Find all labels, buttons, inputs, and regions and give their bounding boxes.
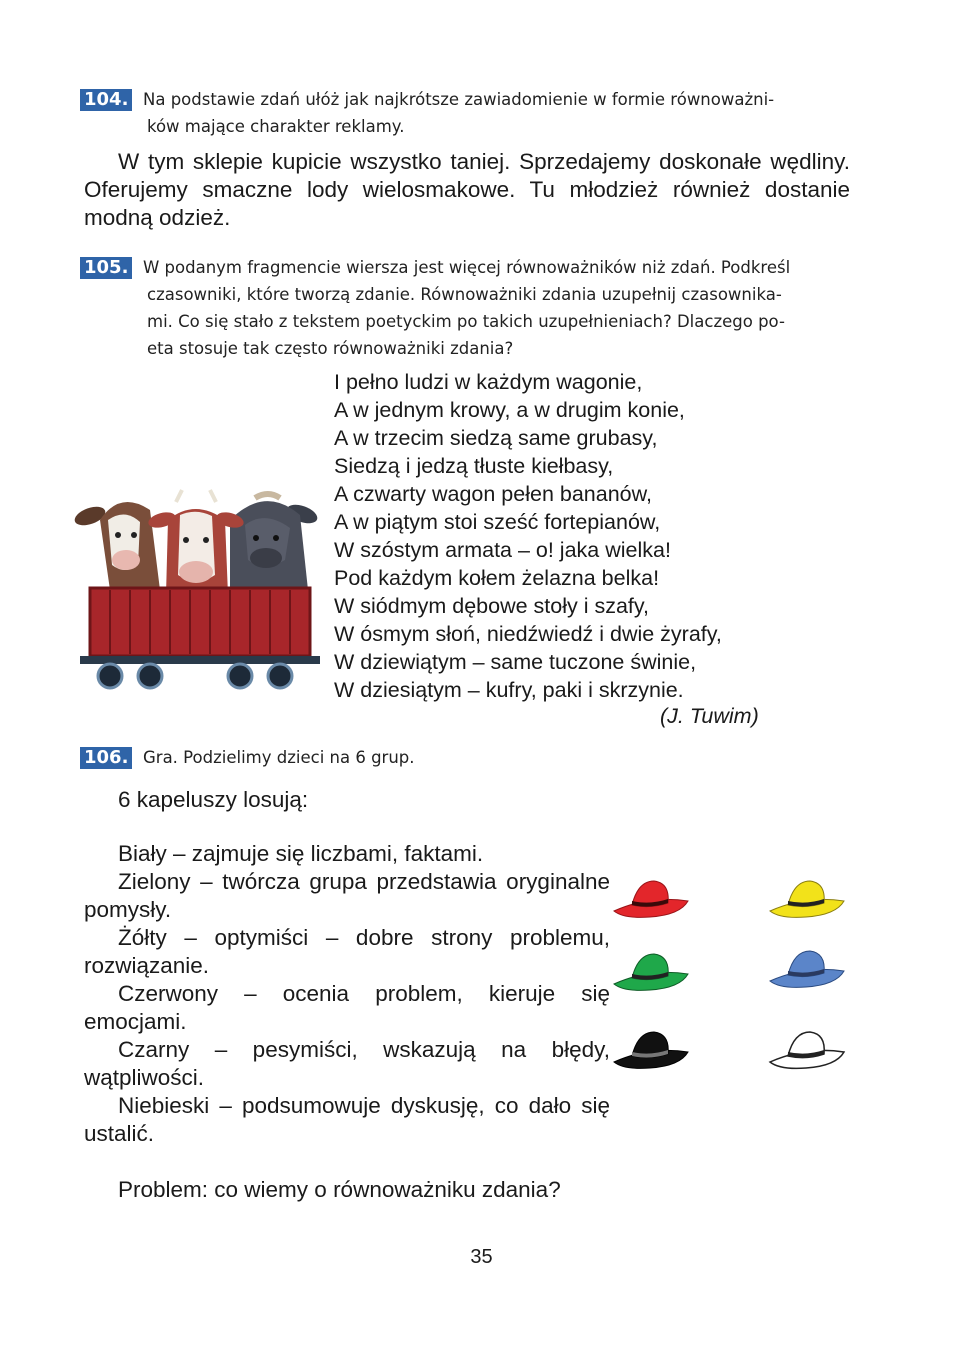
- instruction-line: mi. Co się stało z tekstem poetyckim po takich uzupełnieniach? Dlaczego po-: [147, 312, 785, 331]
- brown-cow-icon: [72, 502, 160, 590]
- poem-author: (J. Tuwim): [660, 704, 759, 728]
- instruction-line: eta stosuje tak często równoważniki zdania?: [147, 339, 514, 358]
- cows-wagon-illustration: [70, 480, 325, 695]
- poem-line: W dziesiątym – kufry, paki i skrzynie.: [334, 678, 684, 702]
- poem-line: Siedzą i jedzą tłuste kiełbasy,: [334, 454, 614, 478]
- hat-description: Zielony – twórcza grupa przedstawia oryginalne pomysły.: [84, 869, 610, 922]
- poem-line: W szóstym armata – o! jaka wielka!: [334, 538, 671, 562]
- instruction-line: czasowniki, które tworzą zdanie. Równoważniki zdania uzupełnij czasownika-: [147, 285, 782, 304]
- exercise-105-instruction: [143, 254, 863, 362]
- exercise-number-106: 106.: [80, 747, 132, 769]
- black-hat-icon: [610, 1026, 690, 1072]
- poem: [334, 368, 722, 704]
- poem-line: W siódmym dębowe stoły i szafy,: [334, 594, 650, 618]
- exercise-104-text: [84, 148, 850, 232]
- green-hat-icon: [610, 948, 690, 994]
- advert-paragraph: W tym sklepie kupicie wszystko taniej. Sprzedajemy doskonałe wędliny. Oferujemy smaczne lody wielosmakowe. Tu młodzież również dostanie modną odzież.: [84, 149, 850, 230]
- hats-intro: 6 kapeluszy losują:: [118, 787, 309, 812]
- page-number: 35: [470, 1246, 493, 1268]
- problem-question: Problem: co wiemy o równoważniku zdania?: [118, 1177, 561, 1202]
- wagon-body: [90, 588, 310, 656]
- blue-hat-icon: [766, 945, 846, 991]
- poem-line: A czwarty wagon pełen bananów,: [334, 482, 652, 506]
- wagon-wheels: [98, 664, 292, 688]
- hat-description: Czerwony – ocenia problem, kieruje się emocjami.: [84, 981, 610, 1034]
- yellow-hat-icon: [766, 875, 846, 921]
- exercise-104-instruction: [143, 86, 863, 140]
- poem-line: A w piątym stoi sześć fortepianów,: [334, 510, 661, 534]
- poem-line: Pod każdym kołem żelazna belka!: [334, 566, 660, 590]
- hat-description: Żółty – optymiści – dobre strony problemu, rozwiązanie.: [84, 925, 610, 978]
- poem-line: A w jednym krowy, a w drugim konie,: [334, 398, 685, 422]
- white-hat-icon: [766, 1026, 846, 1072]
- instruction-line: Na podstawie zdań ułóż jak najkrótsze zawiadomienie w formie równoważni-: [143, 90, 775, 109]
- hat-description: Niebieski – podsumowuje dyskusję, co dało się ustalić.: [84, 1093, 610, 1146]
- red-hat-icon: [610, 875, 690, 921]
- exercise-number-104: 104.: [80, 89, 132, 111]
- black-cow-icon: [230, 494, 320, 590]
- poem-line: W ósmym słoń, niedźwiedź i dwie żyrafy,: [334, 622, 722, 646]
- poem-line: W dziewiątym – same tuczone świnie,: [334, 650, 697, 674]
- exercise-number-105: 105.: [80, 257, 132, 279]
- exercise-106-instruction: Gra. Podzielimy dzieci na 6 grup.: [143, 748, 415, 767]
- hats-list: [84, 840, 610, 1148]
- hat-description: Biały – zajmuje się liczbami, faktami.: [118, 841, 484, 866]
- instruction-line: ków mające charakter reklamy.: [147, 117, 405, 136]
- hat-description: Czarny – pesymiści, wskazują na błędy, wątpliwości.: [84, 1037, 610, 1090]
- instruction-line: W podanym fragmencie wiersza jest więcej równoważników niż zdań. Podkreśl: [143, 258, 791, 277]
- poem-line: A w trzecim siedzą same grubasy,: [334, 426, 658, 450]
- poem-line: I pełno ludzi w każdym wagonie,: [334, 370, 643, 394]
